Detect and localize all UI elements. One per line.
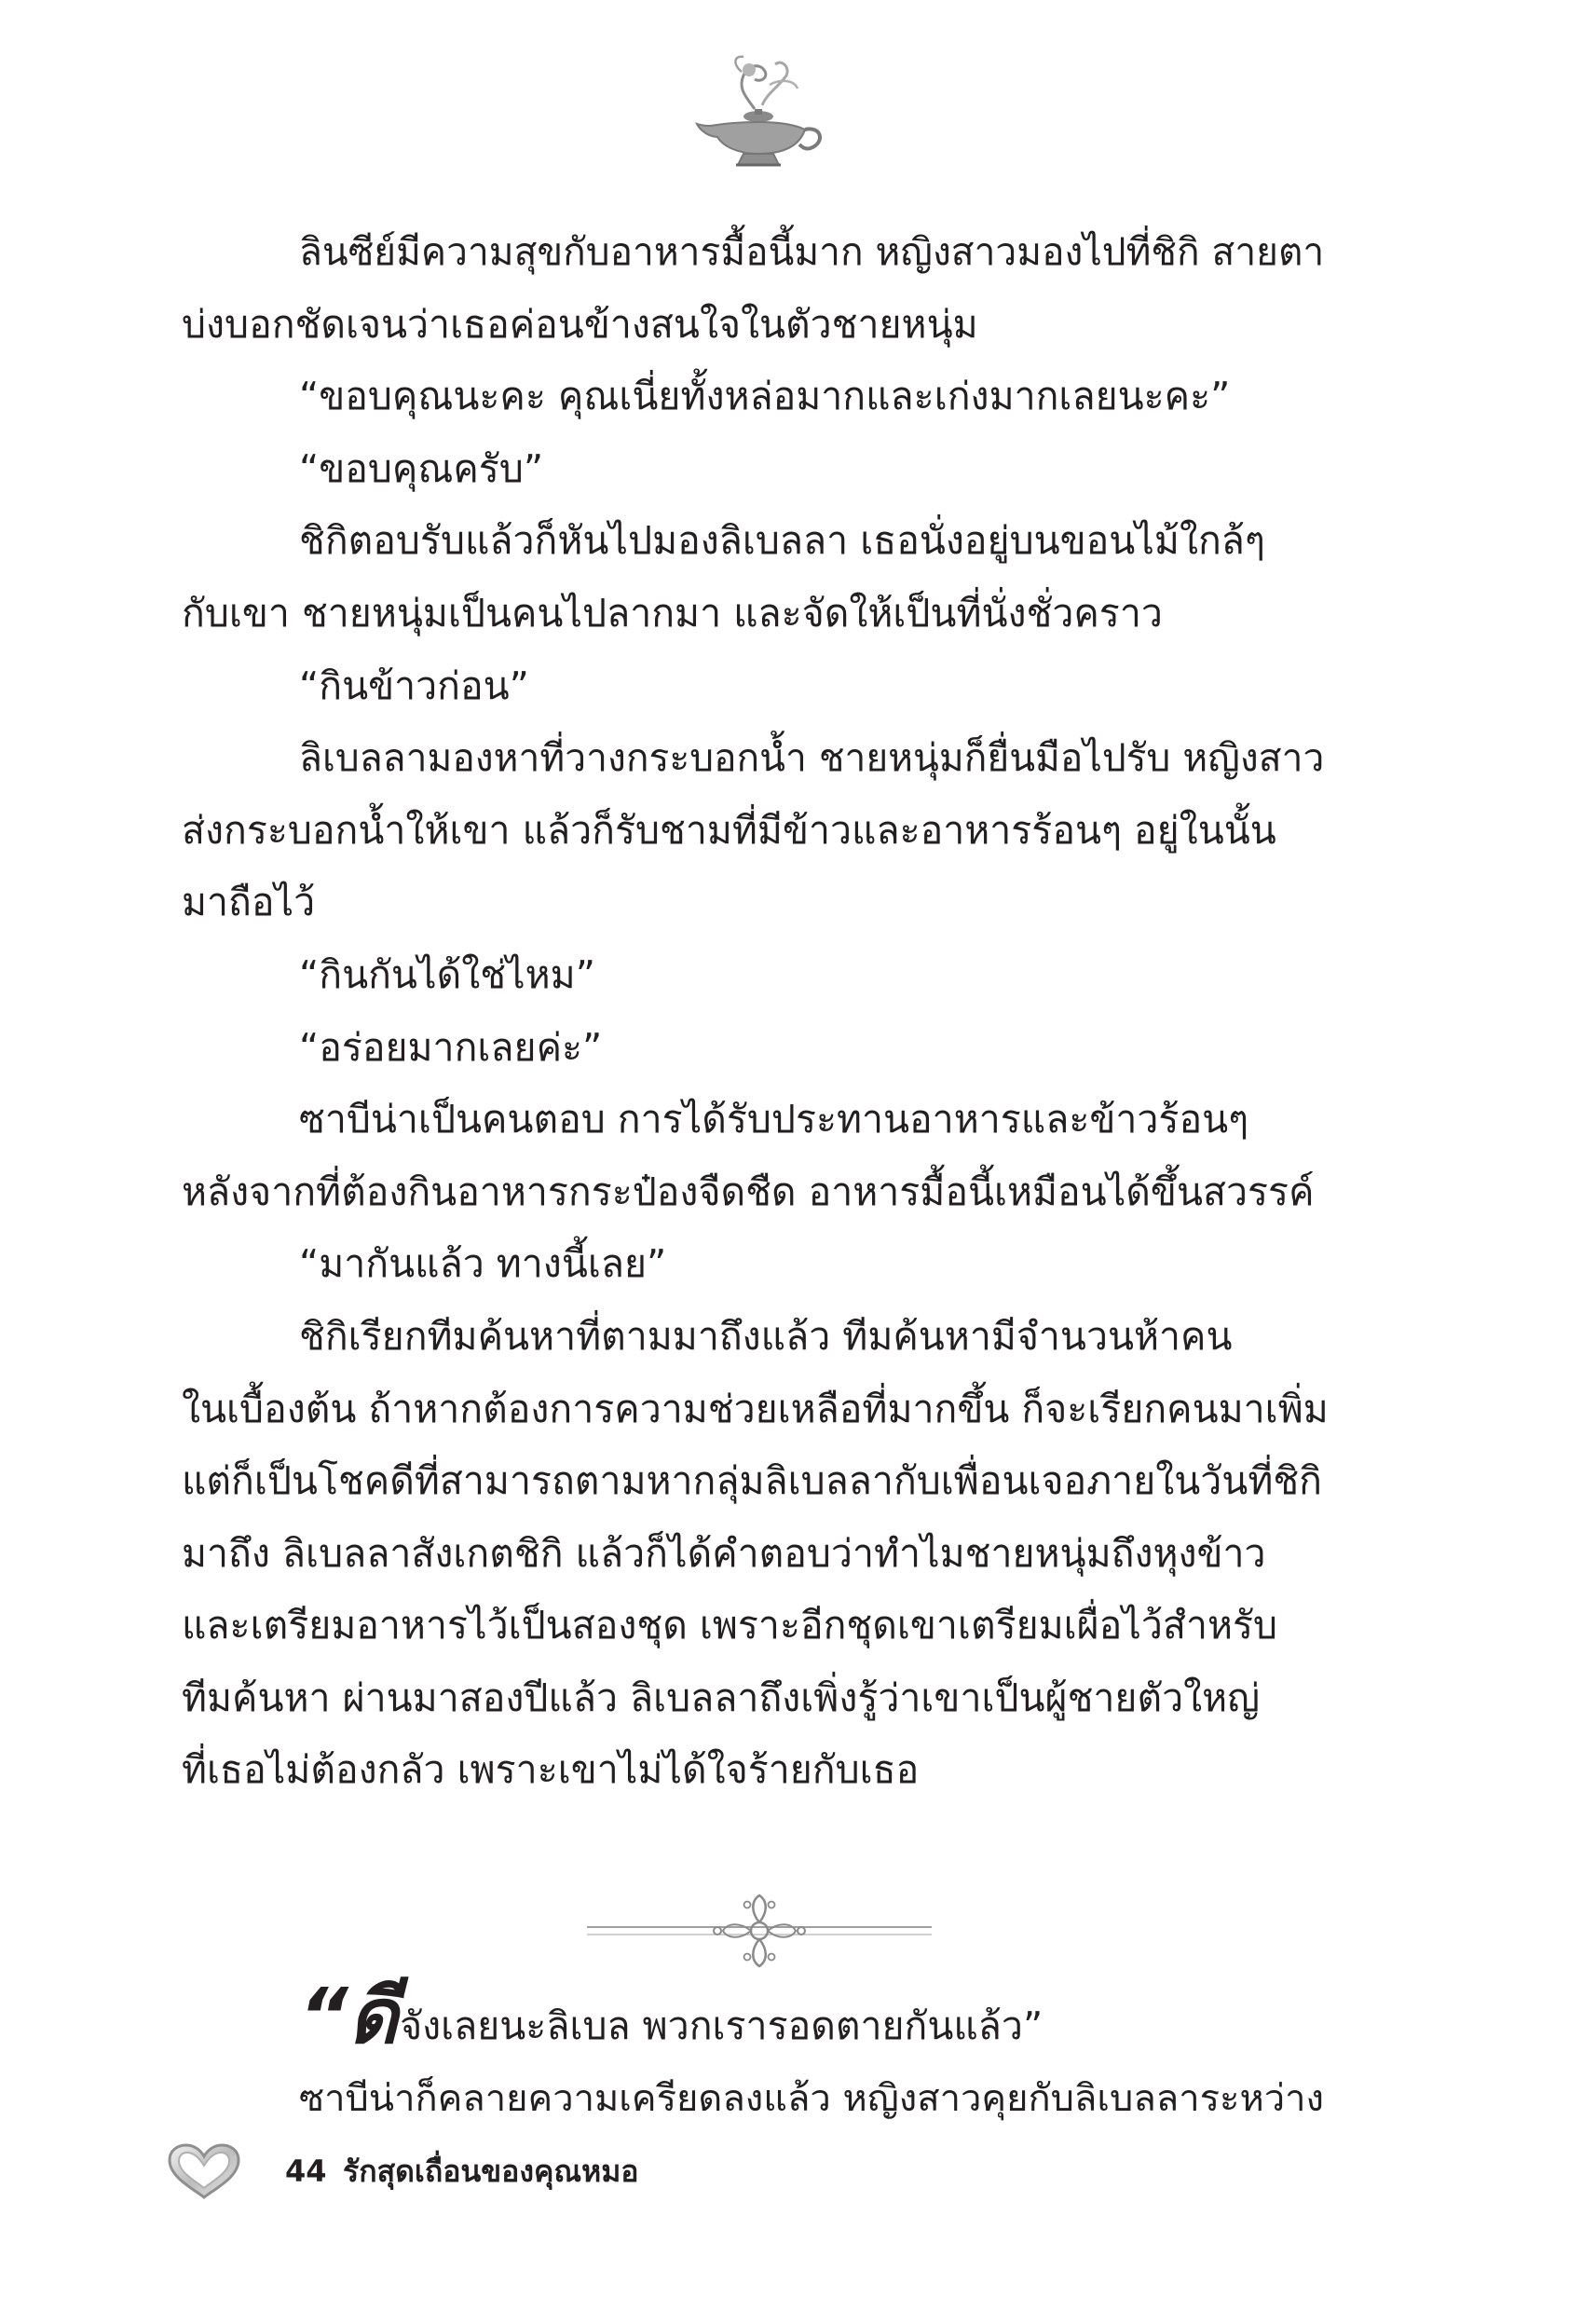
body-line: “กินข้าวก่อน” (299, 663, 529, 708)
ornamental-divider-icon (587, 1882, 932, 1980)
body-line: ซาบีน่าก็คลายความเครียดลงแล้ว หญิงสาวคุยกับลิเบลลาระหว่าง (299, 2076, 1325, 2120)
body-line: “อร่อยมากเลยค่ะ” (299, 1024, 603, 1070)
body-line: ทีมค้นหา ผ่านมาสองปีแล้ว ลิเบลลาถึงเพิ่งรู้ว่าเขาเป็นผู้ชายตัวใหญ่ (182, 1675, 1261, 1720)
book-title: รักสุดเถื่อนของคุณหมอ (343, 2154, 639, 2189)
body-line: ที่เธอไม่ต้องกลัว เพราะเขาไม่ได้ใจร้ายกับเธอ (182, 1747, 920, 1793)
genie-lamp-ornament-icon (689, 51, 829, 172)
dropcap-letter: “ดี (299, 1973, 399, 2061)
body-line: “มากันแล้ว ทางนี้เลย” (299, 1241, 667, 1287)
body-line: ชิกิตอบรับแล้วก็หันไปมองลิเบลลา เธอนั่งอยู่บนขอนไม้ใกล้ๆ (299, 518, 1265, 564)
body-line: ซาบีน่าเป็นคนตอบ การได้รับประทานอาหารและข้าวร้อนๆ (299, 1097, 1249, 1142)
body-line: ลินซีย์มีความสุขกับอาหารมื้อนี้มาก หญิงสาวมองไปที่ชิกิ สายตา (299, 229, 1325, 274)
body-line: ชิกิเรียกทีมค้นหาที่ตามมาถึงแล้ว ทีมค้นหามีจำนวนห้าคน (299, 1313, 1233, 1359)
body-line: มาถือไว้ (182, 880, 316, 925)
section-two-text (182, 1973, 1330, 2135)
body-line: บ่งบอกชัดเจนว่าเธอค่อนข้างสนใจในตัวชายหนุ่ม (182, 301, 978, 347)
dropcap-paragraph (182, 1973, 1330, 2063)
body-line: และเตรียมอาหารไว้เป็นสองชุด เพราะอีกชุดเขาเตรียมเผื่อไว้สำหรับ (182, 1603, 1278, 1648)
body-line: ลิเบลลามองหาที่วางกระบอกน้ำ ชายหนุ่มก็ยื่นมือไปรับ หญิงสาว (299, 735, 1325, 781)
body-line: ส่งกระบอกน้ำให้เขา แล้วก็รับชามที่มีข้าวและอาหารร้อนๆ อยู่ในนั้น (182, 807, 1276, 853)
body-line: แต่ก็เป็นโชคดีที่สามารถตามหากลุ่มลิเบลลากับเพื่อนเจอภายในวันที่ชิกิ (182, 1458, 1322, 1504)
page-footer (166, 2140, 818, 2205)
body-line: กับเขา ชายหนุ่มเป็นคนไปลากมา และจัดให้เป็นที่นั่งชั่วคราว (182, 590, 1163, 636)
body-line: มาถึง ลิเบลลาสังเกตชิกิ แล้วก็ได้คำตอบว่าทำไมชายหนุ่มถึงหุงข้าว (182, 1530, 1266, 1576)
page-number: 44 (285, 2154, 327, 2189)
body-line: “กินกันได้ใช่ไหม” (299, 951, 595, 997)
heart-icon (166, 2141, 242, 2201)
body-line: “ขอบคุณนะคะ คุณเนี่ยทั้งหล่อมากและเก่งมากเลยนะคะ” (299, 374, 1231, 419)
body-line: “ขอบคุณครับ” (299, 445, 544, 491)
body-line: หลังจากที่ต้องกินอาหารกระป๋องจืดชืด อาหารมื้อนี้เหมือนได้ขึ้นสวรรค์ (182, 1169, 1315, 1214)
dropcap-line-text: จังเลยนะลิเบล พวกเรารอดตายกันแล้ว” (400, 2003, 1044, 2048)
body-text (182, 216, 1330, 1807)
body-line: ในเบื้องต้น ถ้าหากต้องการความช่วยเหลือที่มากขึ้น ก็จะเรียกคนมาเพิ่ม (182, 1386, 1329, 1431)
